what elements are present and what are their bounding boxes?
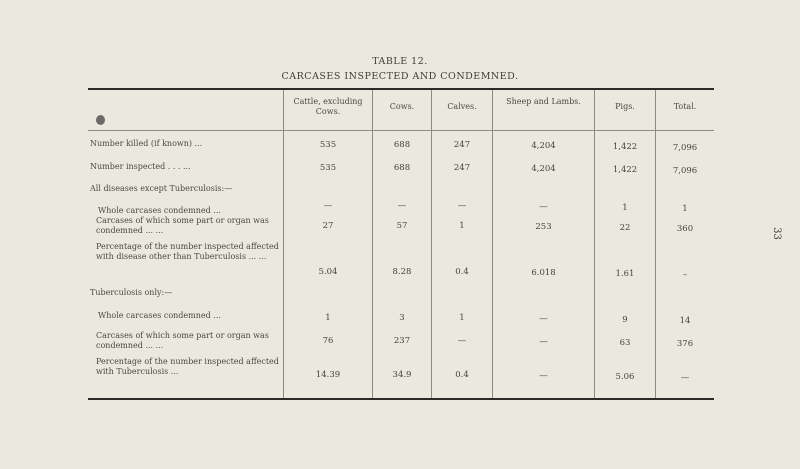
table-cell: 4,204 xyxy=(531,164,556,174)
column-divider xyxy=(655,90,656,398)
row-label: Percentage of the number inspected affected with disease other than Tuberculosis ... ... xyxy=(96,242,279,261)
row-label: Tuberculosis only:— xyxy=(90,288,173,297)
column-divider xyxy=(431,90,432,398)
page-number: 33 xyxy=(770,227,782,240)
column-header: Sheep and Lambs. xyxy=(506,97,581,106)
table-cell: — xyxy=(397,201,407,211)
table-cell: 1 xyxy=(622,203,628,213)
header-rule xyxy=(88,130,714,131)
table-cell: 1,422 xyxy=(612,142,638,152)
table-cell: 5.04 xyxy=(318,267,338,277)
table-cell: 57 xyxy=(396,221,408,231)
table-cell: 14.39 xyxy=(315,370,341,380)
row-label: Carcases of which some part or organ was condemned ... ... xyxy=(96,331,269,350)
row-label: Number killed (if known) ... xyxy=(90,139,203,148)
table-cell: 360 xyxy=(676,224,694,234)
table-cell: 237 xyxy=(393,336,411,346)
table-cell: 0.4 xyxy=(455,267,469,277)
table-cell: 535 xyxy=(319,140,337,150)
table-cell: 1 xyxy=(682,204,688,214)
column-header: Cows. xyxy=(389,102,415,111)
table-number: TABLE 12. xyxy=(372,56,428,67)
table-cell: 688 xyxy=(393,163,411,173)
table-cell: 247 xyxy=(453,163,471,173)
row-label: Number inspected . . . ... xyxy=(90,162,191,171)
table-cell: 6.018 xyxy=(531,268,556,278)
column-divider xyxy=(283,90,284,398)
table-cell: 0.4 xyxy=(455,370,469,380)
table-cell: — xyxy=(457,336,467,346)
table-cell: 7,096 xyxy=(672,166,698,176)
column-header: Total. xyxy=(673,102,697,111)
table-cell: 1 xyxy=(325,313,331,323)
table-cell: 1 xyxy=(459,313,465,323)
column-divider xyxy=(372,90,373,398)
column-header: Cattle, excluding Cows. xyxy=(293,97,363,116)
table-cell: 14 xyxy=(679,316,691,326)
table-cell: — xyxy=(539,202,548,212)
table-cell: 9 xyxy=(622,315,628,325)
table-cell: — xyxy=(457,201,467,211)
table-cell: 688 xyxy=(393,140,411,150)
table-cell: — xyxy=(680,373,690,383)
table-cell: — xyxy=(323,201,333,211)
table-cell: 27 xyxy=(322,221,334,231)
table-cell: 376 xyxy=(676,339,694,349)
column-divider xyxy=(492,90,493,398)
table-cell: 3 xyxy=(399,313,405,323)
table-cell: 253 xyxy=(535,222,552,232)
table-cell: 34.9 xyxy=(392,370,412,380)
column-header: Pigs. xyxy=(615,102,635,111)
row-label: Whole carcases condemned ... xyxy=(98,311,221,320)
table-cell: 8.28 xyxy=(392,267,412,277)
row-label: Whole carcases condemned ... xyxy=(98,206,221,215)
table-cell: — xyxy=(539,314,548,324)
bottom-rule xyxy=(88,398,714,400)
table-cell: 76 xyxy=(322,336,334,346)
table-cell: 1,422 xyxy=(612,165,638,175)
column-header: Calves. xyxy=(447,102,477,111)
row-label: All diseases except Tuberculosis:— xyxy=(90,184,233,193)
row-label: Percentage of the number inspected affected with Tuberculosis ... xyxy=(96,357,279,376)
table-cell: 1 xyxy=(459,221,465,231)
table-cell: 247 xyxy=(453,140,471,150)
row-label: Carcases of which some part or organ was condemned ... ... xyxy=(96,216,269,235)
table-title: CARCASES INSPECTED AND CONDEMNED. xyxy=(281,71,519,82)
table-cell: – xyxy=(682,270,688,280)
table-cell: 1.61 xyxy=(615,269,635,279)
table-cell: 5.06 xyxy=(615,372,635,382)
column-divider xyxy=(594,90,595,398)
table-cell: — xyxy=(539,371,548,381)
top-rule xyxy=(88,88,714,90)
table-cell: 7,096 xyxy=(672,143,698,153)
table-cell: 4,204 xyxy=(531,141,556,151)
table-cell: 63 xyxy=(619,338,631,348)
table-cell: — xyxy=(539,337,548,347)
table-cell: 22 xyxy=(619,223,631,233)
table-cell: 535 xyxy=(319,163,337,173)
ink-blot xyxy=(96,115,105,125)
